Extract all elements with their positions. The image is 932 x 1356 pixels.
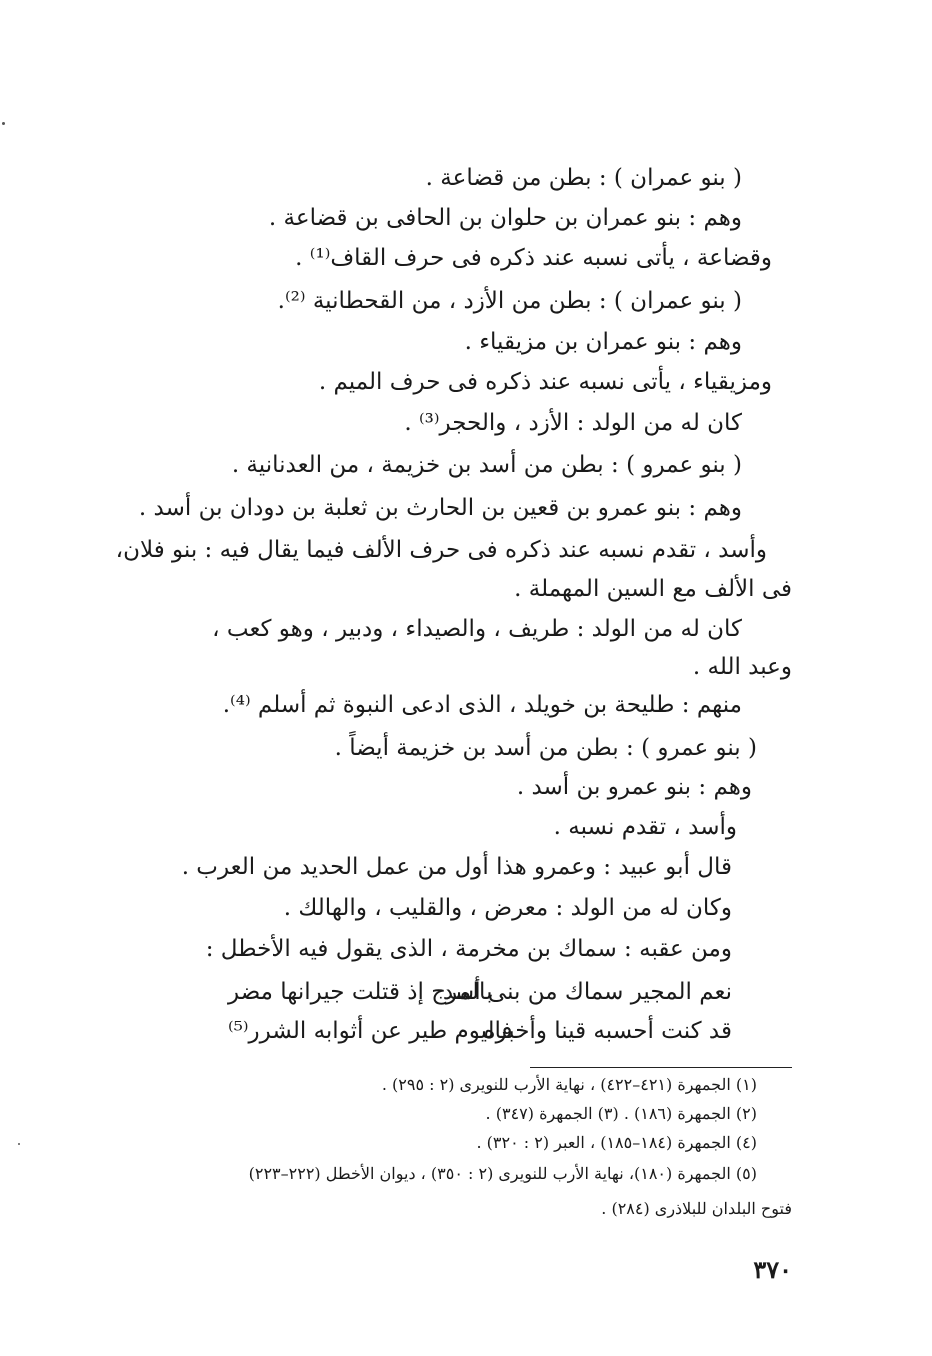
body-line-2: وهم : بنو عمران بن حلوان بن الحافى بن قضاعة . [268, 205, 742, 231]
body-line-15: ( بنو عمرو ) : بطن من أسد بن خزيمة أيضاً . [334, 735, 757, 761]
body-line-17: وأسد ، تقدم نسبه . [553, 814, 737, 840]
body-line-4: ( بنو عمران ) : بطن من الأزد ، من القحطانية ⁽²⁾. [277, 288, 742, 314]
footnote-5: (٥) الجمهرة (١٨٠)، نهاية الأرب للنويرى (٢ : ٣٥٠) ، ديوان الأخطل (٢٢٢–٢٢٣) [248, 1164, 757, 1183]
body-line-6: ومزيقياء ، يأتى نسبه عند ذكره فى حرف الميم . [318, 369, 772, 395]
verse-1-first: نعم المجير سماك من بنى أسد [442, 979, 732, 1005]
scan-speck [2, 122, 5, 125]
body-line-18: قال أبو عبيد : وعمرو هذا أول من عمل الحديد من العرب . [181, 854, 732, 880]
footnote-1: (١) الجمهرة (٤٢١–٤٢٢) ، نهاية الأرب للنويرى (٢ : ٢٩٥) . [381, 1075, 757, 1094]
verse-2-second: فاليوم طير عن أثوابه الشرر⁽⁵⁾ [228, 1018, 513, 1044]
body-line-7: كان له من الولد : الأزد ، والحجر⁽³⁾ . [404, 410, 742, 436]
body-line-19: وكان له من الولد : معرض ، والقليب ، والهالك . [283, 895, 732, 921]
body-line-13: وعبد الله . [692, 654, 792, 680]
body-line-1: ( بنو عمران ) : بطن من قضاعة . [425, 165, 742, 191]
footnote-5-continued: فتوح البلدان للبلاذرى (٢٨٤) . [601, 1199, 792, 1218]
body-line-10: وأسد ، تقدم نسبه عند ذكره فى حرف الألف فيما يقال فيه : بنو فلان، [115, 537, 767, 563]
body-line-11: فى الألف مع السين المهملة . [514, 576, 792, 602]
body-line-12: كان له من الولد : طريف ، والصيداء ، ودبير ، وهو كعب ، [212, 616, 742, 642]
body-line-16: وهم : بنو عمرو بن أسد . [516, 774, 752, 800]
scan-speck [18, 1143, 20, 1145]
body-line-14: منهم : طليحة بن خويلد ، الذى ادعى النبوة ثم أسلم ⁽⁴⁾. [222, 692, 742, 718]
body-line-20: ومن عقبه : سماك بن مخرمة ، الذى يقول فيه الأخطل : [205, 936, 732, 962]
body-line-3: وقضاعة ، يأتى نسبه عند ذكره فى حرف القاف⁽¹⁾ . [295, 245, 772, 271]
footnote-separator [530, 1067, 792, 1068]
footnote-2-3: (٢) الجمهرة (١٨٦) . (٣) الجمهرة (٣٤٧) . [485, 1104, 757, 1123]
body-line-8: ( بنو عمرو ) : بطن من أسد بن خزيمة ، من العدنانية . [231, 452, 742, 478]
verse-1-second: بالمرج إذ قتلت جيرانها مضر [228, 979, 493, 1005]
verse-2-first: قد كنت أحسبه قينا وأخبره [483, 1018, 732, 1044]
body-line-9: وهم : بنو عمرو بن قعين بن الحارث بن ثعلبة بن دودان بن أسد . [138, 495, 742, 521]
page-number: ٣٧٠ [753, 1255, 792, 1284]
footnote-4: (٤) الجمهرة (١٨٤–١٨٥) ، العبر (٢ : ٣٢٠) . [476, 1133, 757, 1152]
body-line-5: وهم : بنو عمران بن مزيقياء . [464, 329, 742, 355]
